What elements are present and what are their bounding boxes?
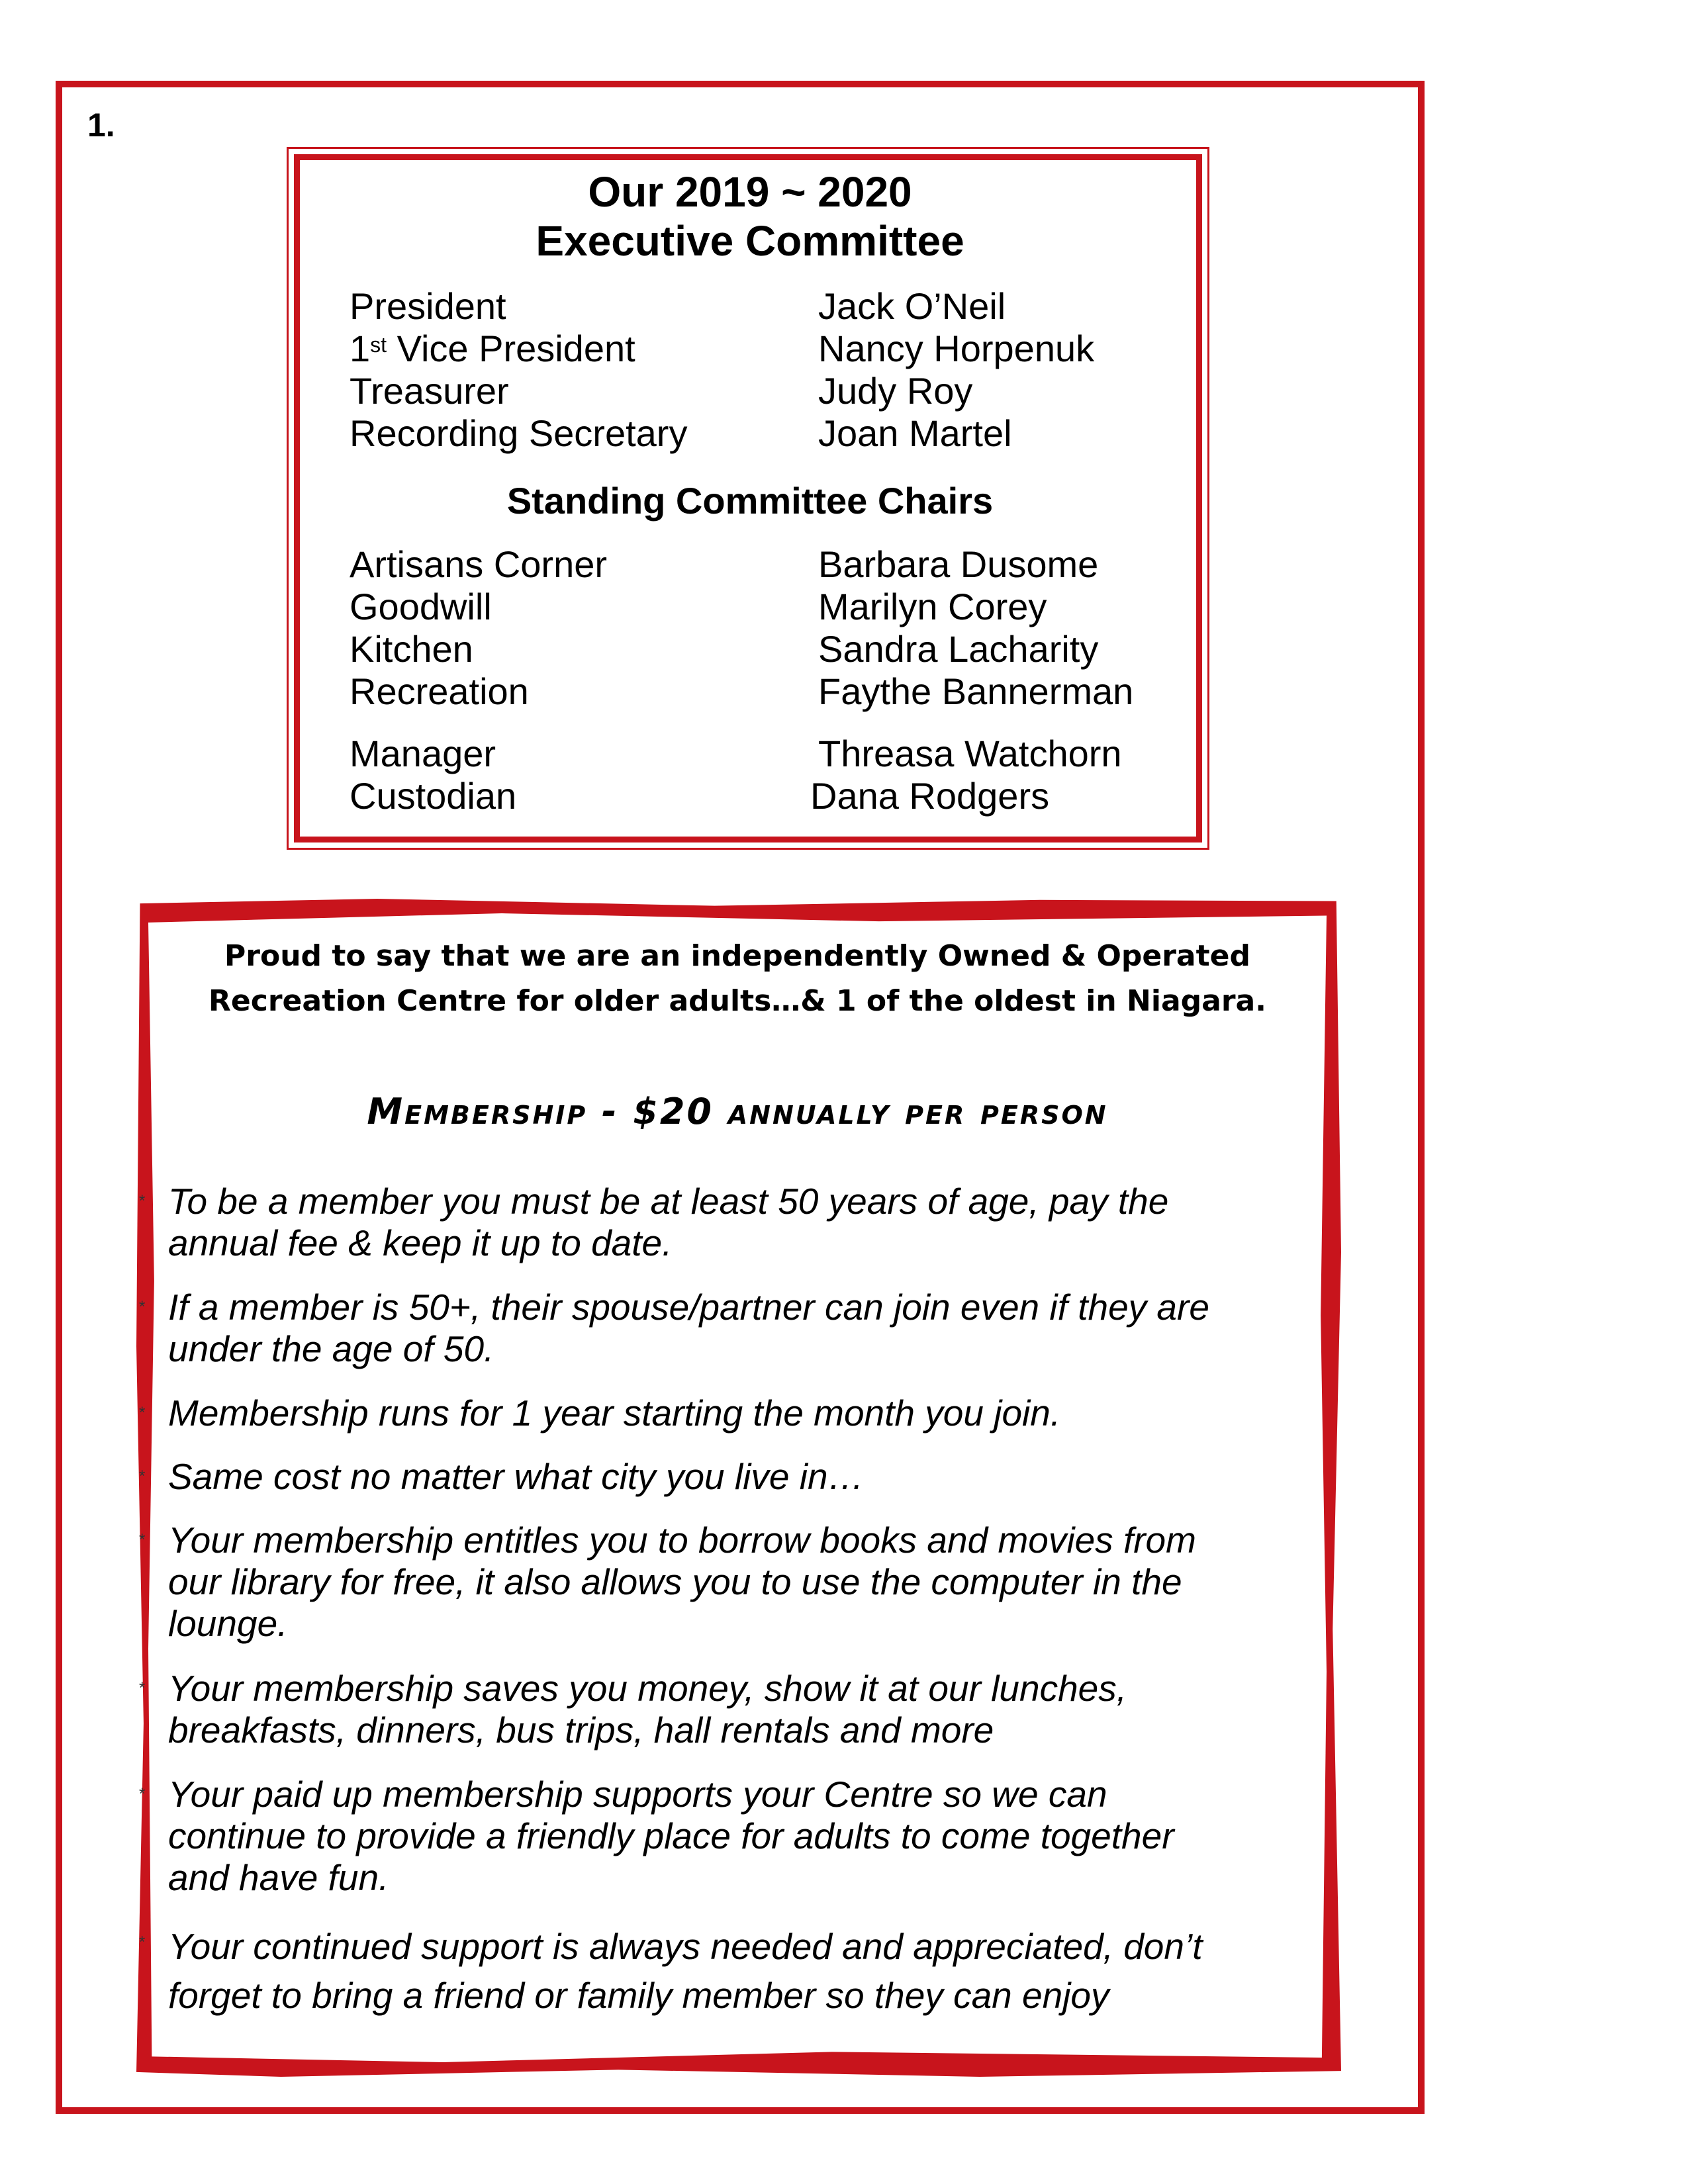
bullet-star-icon: * [139,1467,146,1485]
bullet-star-icon: * [139,1679,146,1697]
membership-bullet: To be a member you must be at least 50 years of age, pay the annual fee & keep it up to date. [168,1181,1169,1263]
chair-row [289,586,1211,628]
officer-row [289,412,1211,455]
chair-role: Recreation [350,670,529,712]
proud-statement-line2: Recreation Centre for older adults…& 1 of the oldest in Niagara. [209,984,1266,1018]
officer-role: Treasurer [350,370,509,412]
bullet-star-icon: * [139,1404,146,1422]
officer-row [289,328,1211,370]
membership-bullet: Same cost no matter what city you live in… [168,1456,865,1497]
officer-role: 1st Vice President [350,328,635,369]
chair-name: Marilyn Corey [818,586,1047,627]
chair-role: Goodwill [350,586,492,627]
chair-row [289,543,1211,586]
bullet-star-icon: * [139,1192,146,1210]
officer-row [289,370,1211,412]
membership-heading: Membership - $20 annually per person [367,1091,1108,1132]
bullet-star-icon: * [139,1298,146,1316]
standing-committee-heading: Standing Committee Chairs [506,480,994,522]
membership-bullet: Your membership entitles you to borrow books and movies from our library for free, it also allows you to use the computer in the lounge. [168,1520,1196,1644]
officer-name: Joan Martel [818,412,1012,454]
membership-bullet: Your continued support is always needed and appreciated, don’t forget to bring a friend or family member so they can enjoy [168,1926,1203,2016]
chair-name: Faythe Bannerman [818,670,1134,712]
officer-role: President [350,285,506,327]
executive-title-line2: Executive Committee [536,217,964,265]
chair-name: Sandra Lacharity [818,628,1099,670]
chair-role: Artisans Corner [350,543,608,585]
chair-row [289,628,1211,670]
membership-bullet: If a member is 50+, their spouse/partner can join even if they are under the age of 50. [168,1287,1209,1369]
staff-role: Manager [350,733,496,774]
officer-name: Judy Roy [818,370,973,412]
officer-name: Jack O’Neil [818,285,1006,327]
proud-statement-line1: Proud to say that we are an independently Owned & Operated [224,939,1250,973]
bullet-star-icon: * [139,1531,146,1549]
executive-committee-box [287,147,1209,850]
chair-name: Barbara Dusome [818,543,1099,585]
staff-name: Dana Rodgers [810,775,1050,817]
staff-role: Custodian [350,775,517,817]
officer-name: Nancy Horpenuk [818,328,1095,369]
chair-row [289,670,1211,713]
officer-row [289,285,1211,328]
staff-row [289,775,1211,817]
membership-bullet: Your paid up membership supports your Centre so we can continue to provide a friendly place for adults to come together and have fun. [168,1774,1174,1898]
staff-name: Threasa Watchorn [818,733,1122,774]
officer-role: Recording Secretary [350,412,688,454]
bullet-star-icon: * [139,1785,146,1803]
staff-row [289,733,1211,775]
page-number: 1. [87,107,115,144]
membership-bullet: Membership runs for 1 year starting the month you join. [168,1392,1061,1433]
chair-role: Kitchen [350,628,473,670]
bullet-star-icon: * [139,1933,146,1951]
executive-title-line1: Our 2019 ~ 2020 [588,168,912,216]
membership-bullet: Your membership saves you money, show it at our lunches, breakfasts, dinners, bus trips, hall rentals and more [168,1668,1127,1751]
